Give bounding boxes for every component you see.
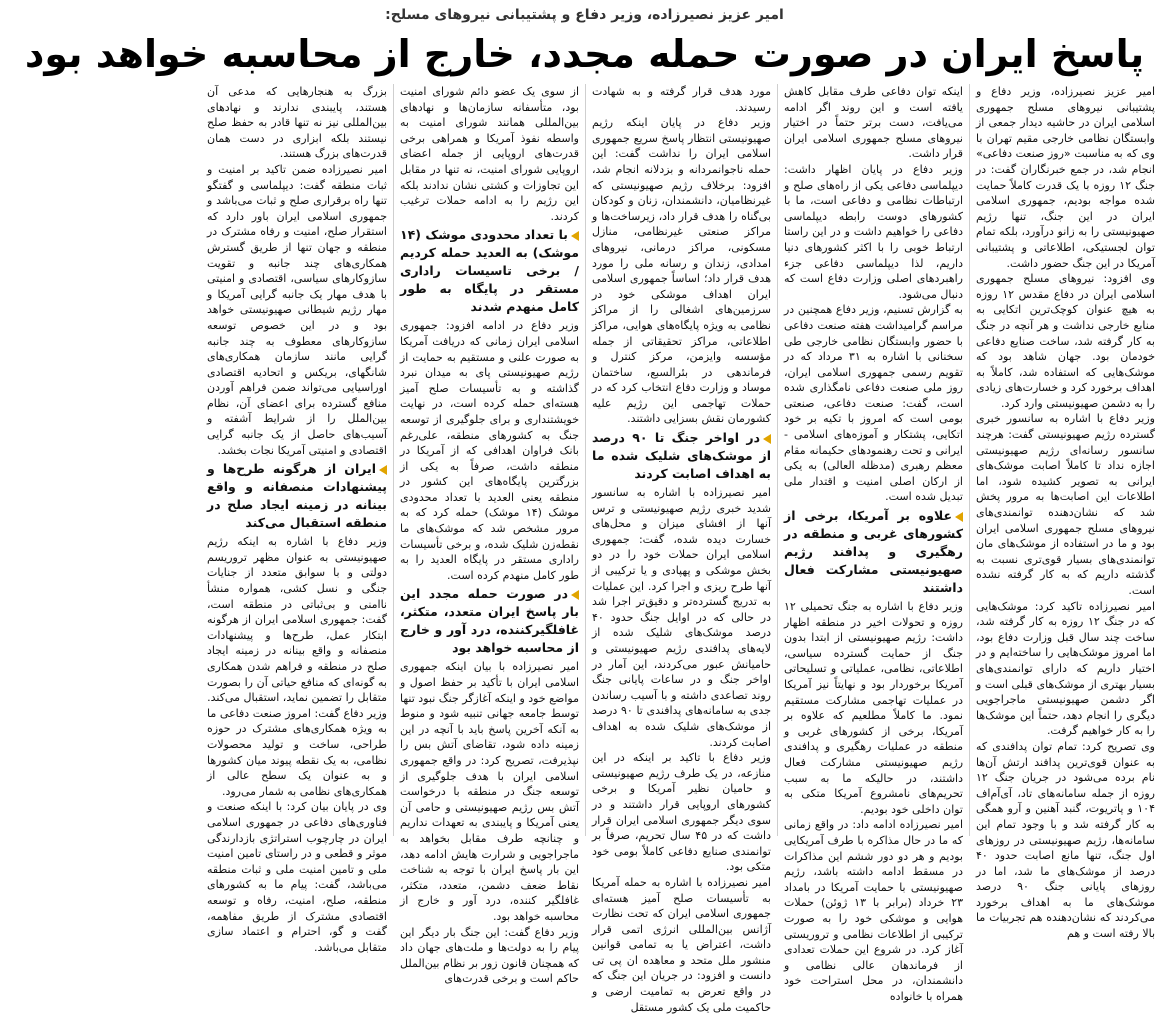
article-column-3 (585, 84, 777, 1014)
body-paragraph: امیر عزیز نصیرزاده، وزیر دفاع و پشتیبانی نیروهای مسلح جمهوری اسلامی ایران در حاشیه دیدار جمعی از وابستگان نظامی خارجی مقیم تهران با وی که به مناسبت «روز صنعت دفاعی» انجام شد، در جمع خبرنگاران گفت: در جنگ ۱۲ روزه با یک قدرت کاملاً حمایت شده مواجه بودیم، جمهوری اسلامی ایران در این جنگ، تنها رژیم صهیونیستی را به زانو درآورد، بلکه تمام توان لجستیکی، اطلاعاتی و پشتیبانی آمریکا در این جنگ حضور داشت. (976, 85, 1155, 270)
body-paragraph: وزیر دفاع با اشاره به سانسور خبری گسترده رژیم صهیونیستی گفت: هرچند سانسور رسانه‌ای رژیم صهیونیستی اجازه نداد تا کاملاً اصابت موشک‌های ایرانی به تصویر کشیده شود، اما اطلاعات این اصابت‌ها به مرور پخش شد که نشان‌دهنده توانمندی‌های نیروهای مسلح جمهوری اسلامی ایران بود و ما در استفاده از موشک‌های مان توانمندی‌های بسیار قوی‌تری نسبت به گذشته داریم که به کار گرفته نشده است. (976, 412, 1155, 597)
body-paragraph: امیر نصیرزاده ضمن تاکید بر امنیت و ثبات منطقه گفت: دیپلماسی و گفتگو تنها راه برقراری صلح و ثبات می‌باشد و جمهوری اسلامی ایران باور دارد که استقرار صلح، امنیت و رفاه مشترک در منطقه و جهان تنها از طریق گسترش همکاری‌های چند جانبه و تقویت سازوکارهای سیاسی، اقتصادی و امنیتی با هدف مهار یک جانبه گرایی آمریکا و مهار رژیم شیطانی صهیونیستی خواهد بود و در این خصوص توسعه سازوکارهای معطوف به چند جانبه گرایی مانند سازمان همکاری‌های شانگهای، بریکس و اتحادیه اقتصادی اوراسیایی می‌تواند ضمن فراهم آوردن منافع گسترده برای اعضای آن، نظام بین‌الملل را از شرایط آشفته و آسیب‌های حاصل از یک جانبه گرایی اقتصادی و امنیتی آمریکا نجات بخشد. (207, 162, 387, 457)
body-paragraph: امیر نصیرزاده با اشاره به سانسور شدید خبری رژیم صهیونیستی و ترس آنها از افشای میزان و محل‌های خسارت دیده شده، گفت: جمهوری اسلامی ایران حملات خود را در دو بخش موشکی و پهپادی و یا ترکیبی از آنها طرح ریزی و اجرا کرد. این عملیات به تدریج گسترده‌تر و دقیق‌تر اجرا شد در حالی که در اوایل جنگ حدود ۴۰ درصد موشک‌های شلیک شده از لایه‌های پدافندی رژیم صهیونیستی و حامیانش عبور می‌کردند، این آمار در اواخر جنگ و در ساعات پایانی جنگ روند تصاعدی داشته و با آسیب رساندن جدی به سامانه‌های پدافندی تا ۹۰ درصد از موشک‌های شلیک شده به اهداف اصابت کردند. (592, 486, 771, 749)
body-paragraph: وزیر دفاع با تاکید بر اینکه در این منازعه، در یک طرف رژیم صهیونیستی و حامیان نظیر آمریکا و برخی کشورهای اروپایی قرار داشتند و در سوی دیگر جمهوری اسلامی ایران قرار داشت که در ۴۵ سال تحریم، صرفاً بر توانمندی صنایع دفاعی کاملاً بومی خود متکی بود. (592, 751, 771, 874)
article-column-2 (777, 84, 969, 1003)
subheading-triangle-icon (955, 512, 963, 522)
subheading-triangle-icon (571, 231, 579, 241)
article-kicker: امیر عزیز نصیرزاده، وزیر دفاع و پشتیبانی نیروهای مسلح: (385, 7, 784, 23)
body-paragraph: وزیر دفاع با اشاره به جنگ تحمیلی ۱۲ روزه و تحولات اخیر در منطقه اظهار داشت: رژیم صهیونیستی از ابتدا بدون جنگ از حمایت گسترده سیاسی، اطلاعاتی، نظامی، عملیاتی و تسلیحاتی آمریکا برخوردار بود و نهایتاً نیز آمریکا در عملیات تهاجمی مشارکت مستقیم نمود. ما کاملاً مطلعیم که علاوه بر آمریکا، برخی از کشورهای غربی و منطقه در عملیات رهگیری و پدافندی رژیم صهیونیستی مشارکت فعال داشتند، در حالیکه ما به سبب تحریم‌های نامشروع آمریکا متکی به توان داخلی خود بودیم. (784, 600, 963, 816)
subheading-triangle-icon (763, 434, 771, 444)
section-subheading (784, 507, 963, 597)
section-subheading (207, 460, 387, 532)
section-subheading (592, 429, 771, 483)
subheading-text: در اواخر جنگ تا ۹۰ درصد از موشک‌های شلیک شده ما به اهداف اصابت کردند (592, 430, 771, 482)
body-paragraph: امیر نصیرزاده تاکید کرد: موشک‌هایی که در جنگ ۱۲ روزه به کار گرفته شد، ساخت چند سال قبل وزارت دفاع بود، اما امروز موشک‌هایی را ساخته‌ایم و در اختیار داریم که دارای توانمندی‌های بسیار بهتری از موشک‌های قبلی است و اگر دشمن صهیونیستی ماجراجویی دیگری را انجام دهد، حتماً این موشک‌ها را به کار خواهیم گرفت. (976, 599, 1155, 738)
body-paragraph: وزیر دفاع در ادامه افزود: جمهوری اسلامی ایران زمانی که دریافت آمریکا به صورت علنی و مستقیم به حمایت از رژیم صهیونیستی پای به میدان نبرد گذاشته و به تأسیسات صلح آمیز هسته‌ای حمله کرده است، در نهایت خویشتنداری و برای جلوگیری از توسعه جنگ به کشورهای منطقه، علی‌رغم بانک فراوان اهدافی که از آمریکا در منطقه داشت، صرفاً به یکی از بزرگترین پایگاه‌های این کشور در منطقه یعنی العدید با تعداد محدودی موشک (۱۴ موشک) حمله کرد که به مرور مشخص شد که موشک‌های ما نقطه‌زن شلیک شده، و برخی تأسیسات راداری مستقر در پایگاه العدید را به طور کامل منهدم کرده است. (400, 319, 579, 582)
body-paragraph: وی در پایان بیان کرد: با اینکه صنعت و فناوری‌های دفاعی در جمهوری اسلامی ایران در چارچوب استراتژی بازدارندگی موثر و قطعی و در راستای تامین امنیت ملی و تامین امنیت ملی و ثبات منطقه می‌باشد، گفت: پیام ما به کشورهای منطقه، صلح، امنیت، رفاه و توسعه اقتصادی مشترک از طریق مفاهمه، گفت و گو، احترام و اعتماد سازی متقابل می‌باشد. (207, 800, 387, 954)
body-paragraph: از سوی یک عضو دائم شورای امنیت بود، متأسفانه سازمان‌ها و نهادهای بین‌المللی همانند شورای امنیت به واسطه نفوذ آمریکا و همراهی برخی قدرت‌های اروپایی از جمله اعضای اروپایی شورای امنیت، نه تنها در مقابل این تجاوزات و کشتی نشان ندادند بلکه این رژیم را به ادامه حملات ترغیب کردند. (400, 85, 579, 223)
section-subheading (400, 226, 579, 316)
article-column-5 (201, 84, 393, 954)
body-paragraph: به گزارش تسنیم، وزیر دفاع همچنین در مراسم گرامیداشت هفته صنعت دفاعی با حضور وابستگان نظامی خارجی طی سخنانی با اشاره به ۳۱ مرداد که در تقویم رسمی جمهوری اسلامی ایران، روز ملی صنعت دفاعی نامگذاری شده است، گفت: صنعت دفاعی، صنعتی بومی است که امروز با تکیه بر خود اتکایی، پشتکار و آموزه‌های اسلامی - ایرانی و تحت رهنمودهای حکیمانه مقام معظم رهبری (مدظله العالی) به یکی از ارکان اصلی امنیت و اقتدار ملی تبدیل شده است. (784, 303, 964, 504)
section-subheading (400, 585, 579, 657)
body-paragraph: وزیر دفاع در پایان اینکه رژیم صهیونیستی انتظار پاسخ سریع جمهوری اسلامی ایران را نداشت گفت: این حمله ناجوانمردانه و بزدلانه انجام شد، افزود: برخلاف رژیم صهیونیستی که غیرنظامیان، دانشمندان، زنان و کودکان بی‌گناه را هدف قرار داد، زیرساخت‌ها و مراکز صنعتی غیرنظامی، منازل مسکونی، مراکز درمانی، نیروهای امدادی، زندان و رسانه ملی را مورد هدف قرار داد؛ اساساً جمهوری اسلامی ایران اهداف موشکی خود در سرزمین‌های اشغالی را از مراکز نظامی به ویژه پایگاه‌های هوایی، مراکز اطلاعاتی، مراکز تحقیقاتی از جمله مؤسسه وایزمن، مرکز کنترل و فرماندهی در بئرالسبع، ساختمان موساد و وزارت دفاع انتخاب کرد که در حملات تهاجمی این رژیم علیه کشورمان نقش بسزایی داشتند. (592, 116, 771, 426)
body-paragraph: امیر نصیرزاده ادامه داد: در واقع زمانی که ما در حال مذاکره با طرف آمریکایی بودیم و هر دو دور ششم این مذاکرات در مسقط ادامه داشته باشد، رژیم صهیونیستی با حمایت آمریکا در بامداد ۲۳ خرداد (برابر با ۱۳ ژوئن) حملات هوایی و موشکی خود را به صورت ترکیبی از اطلاعات نظامی و تروریستی آغاز کرد. در شروع این حملات تعدادی از فرماندهان عالی نظامی و دانشمندان، در محل استراحت خود همراه با خانواده (784, 818, 964, 1003)
body-paragraph: وزیر دفاع با اشاره به اینکه رژیم صهیونیستی به عنوان مظهر تروریسم دولتی و با سوابق متعدد از جنایات جنگی و نسل کشی، همواره منشأ ناامنی و بی‌ثباتی در منطقه است، گفت: جمهوری اسلامی ایران از هرگونه ابتکار عمل، طرح‌ها و پیشنهادات منصفانه و واقع بینانه در زمینه ایجاد صلح در منطقه و فراهم شدن همکاری به گونه‌ای که منافع حیاتی آن را بصورت متقابل را تضمین نماید، استقبال می‌کند. (207, 535, 387, 705)
body-paragraph: وی افزود: نیروهای مسلح جمهوری اسلامی ایران در دفاع مقدس ۱۲ روزه به هیچ عنوان کوچک‌ترین اتکایی به منابع خارجی نداشت و هر آنچه در جنگ به کار گرفته شد، ساخت صنایع دفاعی خودمان بود. جهان شاهد بود که موشک‌هایی که استفاده شد، کاملاً به اهداف برخورد کرد و خسارت‌های زیادی را به دشمن صهیونیستی وارد کرد. (976, 272, 1155, 410)
subheading-triangle-icon (571, 590, 579, 600)
body-paragraph: وزیر دفاع در پایان اظهار داشت: دیپلماسی دفاعی یکی از راه‌های صلح و ارتباطات نظامی و دفاعی است، ما با کشورهای دوست رابطه دیپلماسی دفاعی را خواهیم داشت و در این راستا ارتباط خوبی را با اکثر کشورهای دنیا داریم، لذا دیپلماسی دفاعی جزء راهبردهای اصلی وزارت دفاع است که دنبال می‌شود. (784, 162, 963, 301)
article-column-1 (969, 84, 1161, 941)
subheading-triangle-icon (379, 465, 387, 475)
body-paragraph: وزیر دفاع گفت: امروز صنعت دفاعی ما به ویژه همکاری‌های مشترک در حوزه طراحی، ساخت و تولید محصولات نظامی، به یک نقطه پیوند میان کشورها و به عنوان یک سطح عالی از همکاری‌های نظامی به شمار می‌رود. (207, 706, 387, 798)
article-column-4 (393, 84, 585, 986)
article-columns (8, 84, 1161, 1014)
subheading-text: با تعداد محدودی موشک (۱۴ موشک) به العدید حمله کردیم / برخی تاسیسات راداری مستقر در پایگاه به طور کامل منهدم شدند (400, 227, 579, 315)
body-paragraph: بزرگ به هنجارهایی که مدعی آن هستند، پایبندی ندارند و نهادهای بین‌المللی نیز نه تنها قادر به حفظ صلح نیستند بلکه ابزاری در دست همان قدرت‌های بزرگ هستند. (207, 85, 387, 161)
body-paragraph: امیر نصیرزاده با بیان اینکه جمهوری اسلامی ایران با تأکید بر حفظ اصول و مواضع خود و اینکه آغازگر جنگ نبود تنها توسط جامعه جهانی تنبیه شود و منوط به آنکه آخرین پاسخ باید با آنچه در این زمینه داده شود، تقاضای آتش بس را نپذیرفت، تصریح کرد: در واقع جمهوری اسلامی ایران با هدف جلوگیری از توسعه جنگ در منطقه با درخواست آتش بس رژیم صهیونیستی و حامی آن یعنی آمریکا و پایبندی به تعهدات نداریم و چنانچه طرف مقابل بخواهد به ماجراجویی و شرارت هایش ادامه دهد، این بار پاسخ ایران با توجه به شناخت نقاط ضعف دشمن، متعدد، متکثر، غافلگیر کننده، درد آور و خارج از محاسبه خواهد بود. (400, 660, 579, 923)
subheading-text: ایران از هرگونه طرح‌ها و پیشنهادات منصفانه و واقع بینانه در زمینه ایجاد صلح در منطقه استقبال می‌کند (207, 461, 387, 531)
body-paragraph: وزیر دفاع گفت: این جنگ بار دیگر این پیام را به دولت‌ها و ملت‌های جهان داد که همچنان قانون زور بر نظام بین‌الملل حاکم است و برخی قدرت‌های (400, 925, 579, 986)
subheading-text: در صورت حمله مجدد این بار پاسخ ایران متعدد، متکثر، غافلگیرکننده، درد آور و خارج از محاسبه خواهد بود (400, 586, 579, 656)
body-paragraph: وی تصریح کرد: تمام توان پدافندی که به عنوان قوی‌ترین پدافند ارتش آن‌ها نام برده می‌شود در جریان جنگ ۱۲ روزه از جمله سامانه‌های تاد، آی‌آم‌اف ۱۰۴ و پاتریوت، گنبد آهنین و آرو همگی به کار گرفته شد و با وجود تمام این سامانه‌ها، رژیم صهیونیستی در روزهای اول جنگ، تنها مانع اصابت حدود ۴۰ درصد از موشک‌های ما شد، اما در روزهای پایانی جنگ ۹۰ درصد موشک‌های ما به اهداف برخورد می‌کردند که نشان‌دهنده هم تجربیات ما بالا رفته است و هم (976, 739, 1155, 941)
body-paragraph: امیر نصیرزاده با اشاره به حمله آمریکا به تأسیسات صلح آمیز هسته‌ای جمهوری اسلامی ایران که تحت نظارت آژانس بین‌المللی انرژی اتمی قرار داشت، اعتراض یا به تمامی قوانین منشور ملل متحد و معاهده ان پی تی دانست و افزود: در جریان این جنگ که در واقع تعرض به تمامیت ارضی و حاکمیت ملی یک کشور مستقل (592, 875, 771, 1014)
body-paragraph: اینکه توان دفاعی طرف مقابل کاهش یافته است و این روند اگر ادامه می‌یافت، دست برتر حتماً در اختیار نیروهای مسلح جمهوری اسلامی ایران قرار داشت. (784, 85, 963, 161)
subheading-text: علاوه بر آمریکا، برخی از کشورهای غربی و منطقه در رهگیری و پدافند رژیم صهیونیستی مشارکت فعال داشتند (784, 508, 963, 596)
article-headline: پاسخ ایران در صورت حمله مجدد، خارج از محاسبه خواهد بود (24, 32, 1145, 76)
body-paragraph: مورد هدف قرار گرفته و به شهادت رسیدند. (592, 85, 771, 114)
